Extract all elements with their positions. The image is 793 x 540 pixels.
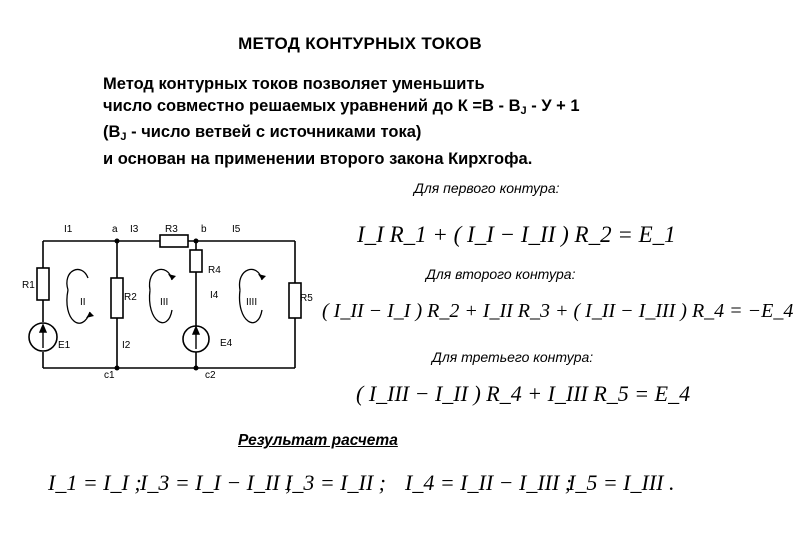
label-r2: R2	[124, 292, 137, 303]
resistor-r2	[111, 278, 123, 318]
page-title: МЕТОД КОНТУРНЫХ ТОКОВ	[238, 34, 482, 53]
label-loop-1: II	[80, 297, 86, 308]
equation-2: ( I_II − I_I ) R_2 + I_II R_3 + ( I_II − I_III ) R_4 = −E_4	[322, 300, 793, 322]
loop-arrow-1	[67, 269, 90, 323]
label-e1: E1	[58, 340, 71, 351]
label-i1: I1	[64, 224, 73, 235]
caption-first-loop: Для первого контура:	[414, 180, 560, 196]
node-c2-dot	[194, 366, 199, 371]
label-b: b	[201, 224, 207, 235]
equation-3: ( I_III − I_II ) R_4 + I_III R_5 = E_4	[356, 381, 691, 406]
label-r4: R4	[208, 265, 221, 276]
label-c2: c2	[205, 370, 216, 381]
caption-second-loop: Для второго контура:	[426, 266, 576, 282]
label-r3: R3	[165, 224, 178, 235]
resistor-r1	[37, 268, 49, 300]
intro-line-3: ($В_J$ - число ветвей с источниками тока)	[103, 123, 422, 143]
result-3: I_3 = I_II ;	[285, 470, 386, 495]
label-a: a	[112, 224, 118, 235]
resistor-r3	[160, 235, 188, 247]
result-5: I_5 = I_III .	[568, 470, 675, 495]
label-e4: E4	[220, 338, 233, 349]
caption-third-loop: Для третьего контура:	[432, 349, 594, 365]
node-a-dot	[115, 239, 120, 244]
intro-line-4: и основан на применении второго закона Кирхгофа.	[103, 149, 533, 168]
label-loop-2: III	[160, 297, 169, 308]
label-r1: R1	[22, 280, 35, 291]
label-i2: I2	[122, 340, 131, 351]
label-i3: I3	[130, 224, 139, 235]
result-2: I_3 = I_I − I_II ;	[140, 470, 293, 495]
equation-1: I_I R_1 + ( I_I − I_II ) R_2 = E_1	[357, 222, 676, 247]
label-i4: I4	[210, 290, 219, 301]
label-loop-3: IIII	[246, 297, 258, 308]
resistor-r4	[190, 250, 202, 272]
node-c1-dot	[115, 366, 120, 371]
intro-line-1: Метод контурных токов позволяет уменьшить	[103, 75, 485, 93]
label-c1: c1	[104, 370, 115, 381]
node-b-dot	[194, 239, 199, 244]
label-i5: I5	[232, 224, 241, 235]
intro-line-2: число совместно решаемых уравнений до $К =В - В_J - У + 1$	[103, 96, 580, 117]
label-r5: R5	[300, 293, 313, 304]
result-4: I_4 = I_II − I_III ;	[405, 470, 573, 495]
result-title: Результат расчета	[238, 432, 398, 449]
result-1: I_1 = I_I ;	[48, 470, 142, 495]
